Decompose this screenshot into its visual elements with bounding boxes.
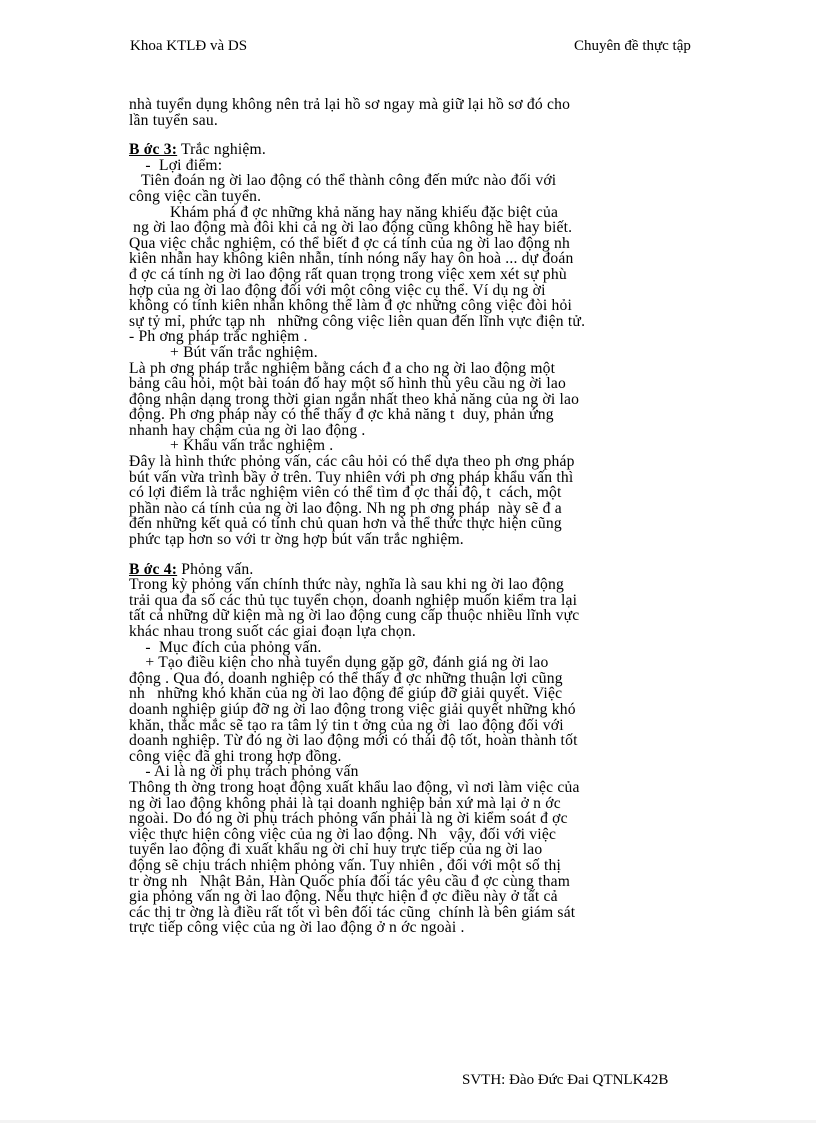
text-line: - Mục đích của phỏng vấn.: [129, 638, 322, 656]
text-line: Khám phá đ ợc những khả năng hay năng khiếu đặc biệt của: [129, 203, 559, 221]
text-line: + Bút vấn trắc nghiệm.: [129, 343, 318, 361]
text-line: nhanh hay chậm của ng ời lao động .: [129, 421, 366, 439]
text-line: + Tạo điều kiện cho nhà tuyển dụng gặp gỡ, đánh giá ng ời lao: [129, 654, 549, 672]
text-line: trải qua đa số các thủ tục tuyển chọn, doanh nghiệp muốn kiểm tra lại: [129, 591, 578, 609]
text-line: các thị tr ờng là điều rất tốt vì bên đối tác cũng chính là bên giám sát: [129, 903, 576, 921]
step4-heading: [129, 562, 769, 578]
text-line: doanh nghiệp. Từ đó ng ời lao động mới có thái độ tốt, hoàn thành tốt: [129, 732, 578, 750]
header-department: Khoa KTLĐ và DS: [130, 38, 248, 54]
text-line: - Ai là ng ời phụ trách phỏng vấn: [129, 763, 359, 781]
text-line: tuyển lao động đi xuất khẩu ng ời chỉ huy trực tiếp của ng ời lao: [129, 841, 543, 859]
text-line: Là ph ơng pháp trắc nghiệm bằng cách đ a cho ng ời lao động một: [129, 359, 556, 377]
text-line: phần nào cá tính của ng ời lao động. Nh ng ph ơng pháp này sẽ đ a: [129, 499, 562, 517]
step3-heading: [129, 142, 769, 158]
text-line: khăn, thắc mắc sẽ tạo ra tâm lý tin t ởng của ng ời lao động đối với: [129, 716, 564, 734]
step3-title: Trắc nghiệm.: [177, 141, 266, 159]
text-line: công việc đã ghi trong hợp đồng.: [129, 747, 342, 765]
step3-label: B ớc 3:: [129, 141, 178, 159]
text-line: việc thực hiện công việc của ng ời lao động. Nh vậy, đối với việc: [129, 825, 557, 843]
text-line: nhà tuyển dụng không nên trả lại hồ sơ ngay mà giữ lại hồ sơ đó cho: [129, 96, 571, 113]
text-line: gia phỏng vấn ng ời lao động. Nếu thực hiện đ ợc điều này ở tất cả: [129, 888, 558, 906]
text-line: đ ợc cá tính ng ời lao động rất quan trọng trong việc xem xét sự phù: [129, 265, 567, 283]
text-line: doanh nghiệp giúp đỡ ng ời lao động trong việc giải quyết những khó: [129, 700, 576, 718]
text-line: bút vấn vừa trình bầy ở trên. Tuy nhiên với ph ơng pháp khẩu vấn thì: [129, 468, 574, 486]
text-line: không có tính kiên nhẫn không thể làm đ ợc những công việc đòi hỏi: [129, 297, 573, 315]
step4-label: B ớc 4:: [129, 560, 178, 578]
text-line: bảng câu hỏi, một bài toán đố hay một số hình thù yêu cầu ng ời lao: [129, 375, 566, 393]
text-line: - Lợi điểm:: [129, 156, 223, 174]
text-line: Thông th ờng trong hoạt động xuất khẩu lao động, vì nơi làm việc của: [129, 778, 580, 796]
document-body: [129, 97, 769, 936]
text-line: sự tỷ mỉ, phức tạp nh những công việc liên quan đến lĩnh vực điện tử.: [129, 312, 586, 330]
text-line: - Ph ơng pháp trắc nghiệm .: [129, 328, 308, 346]
text-line: động nhận dạng trong thời gian ngắn nhất theo khả năng của ng ời lao: [129, 390, 580, 408]
footer-student-info: SVTH: Đào Đức Đai QTNLK42B: [462, 1072, 669, 1088]
text-line: ng ời lao động không phải là tại doanh nghiệp bản xứ mà lại ở n ớc: [129, 794, 561, 812]
text-line: Đây là hình thức phỏng vấn, các câu hỏi có thể dựa theo ph ơng pháp: [129, 453, 575, 471]
text-line: khác nhau trong suốt các giai đoạn lựa chọn.: [129, 623, 417, 640]
header-document-title: Chuyên đề thực tập: [574, 38, 691, 54]
text-line: lần tuyển sau.: [129, 111, 218, 129]
text-line: công việc cần tuyển.: [129, 187, 262, 205]
text-line: động . Qua đó, doanh nghiệp có thể thấy đ ợc những thuận lợi cũng: [129, 669, 563, 687]
text-line: tất cả những dữ kiện mà ng ời lao động cung cấp thuộc nhiều lĩnh vực: [129, 607, 580, 625]
text-line: phức tạp hơn so với tr ờng hợp bút vấn trắc nghiệm.: [129, 531, 464, 549]
text-line: trực tiếp công việc của ng ời lao động ở n ớc ngoài .: [129, 919, 465, 937]
text-line: + Khẩu vấn trắc nghiệm .: [129, 437, 334, 455]
text-line: Trong kỳ phỏng vấn chính thức này, nghĩa là sau khi ng ời lao động: [129, 576, 564, 594]
text-line: ngoài. Do đó ng ời phụ trách phỏng vấn phải là ng ời kiểm soát đ ợc: [129, 810, 568, 828]
step3-content: [129, 158, 769, 548]
text-line: tr ờng nh Nhật Bản, Hàn Quốc phía đối tác yêu cầu đ ợc cùng tham: [129, 872, 571, 890]
step4-content: [129, 577, 769, 936]
text-line: ng ời lao động mà đôi khi cả ng ời lao động cũng không hề hay biết.: [129, 219, 573, 237]
text-line: hợp của ng ời lao động đối với một công việc cụ thể. Ví dụ ng ời: [129, 281, 546, 299]
text-line: Tiên đoán ng ời lao động có thể thành công đến mức nào đối với: [129, 172, 557, 190]
text-line: kiên nhẫn hay không kiên nhẫn, tính nóng nẩy hay ôn hoà ... dự đoán: [129, 250, 574, 268]
text-line: động sẽ chịu trách nhiệm phỏng vấn. Tuy nhiên , đối với một số thị: [129, 856, 562, 874]
text-line: có lợi điểm là trắc nghiệm viên có thể tìm đ ợc thái độ, t cách, một: [129, 484, 562, 502]
step4-title: Phỏng vấn.: [177, 560, 254, 578]
intro-paragraph: [129, 97, 769, 128]
text-line: Qua việc chắc nghiệm, có thể biết đ ợc cá tính của ng ời lao động nh: [129, 234, 571, 252]
text-line: đến những kết quả có tính chủ quan hơn và thể thức thực hiện cũng: [129, 515, 562, 533]
text-line: động. Ph ơng pháp này có thể thấy đ ợc khả năng t duy, phản ứng: [129, 406, 554, 424]
text-line: nh những khó khăn của ng ời lao động để giúp đỡ giải quyết. Việc: [129, 685, 563, 703]
